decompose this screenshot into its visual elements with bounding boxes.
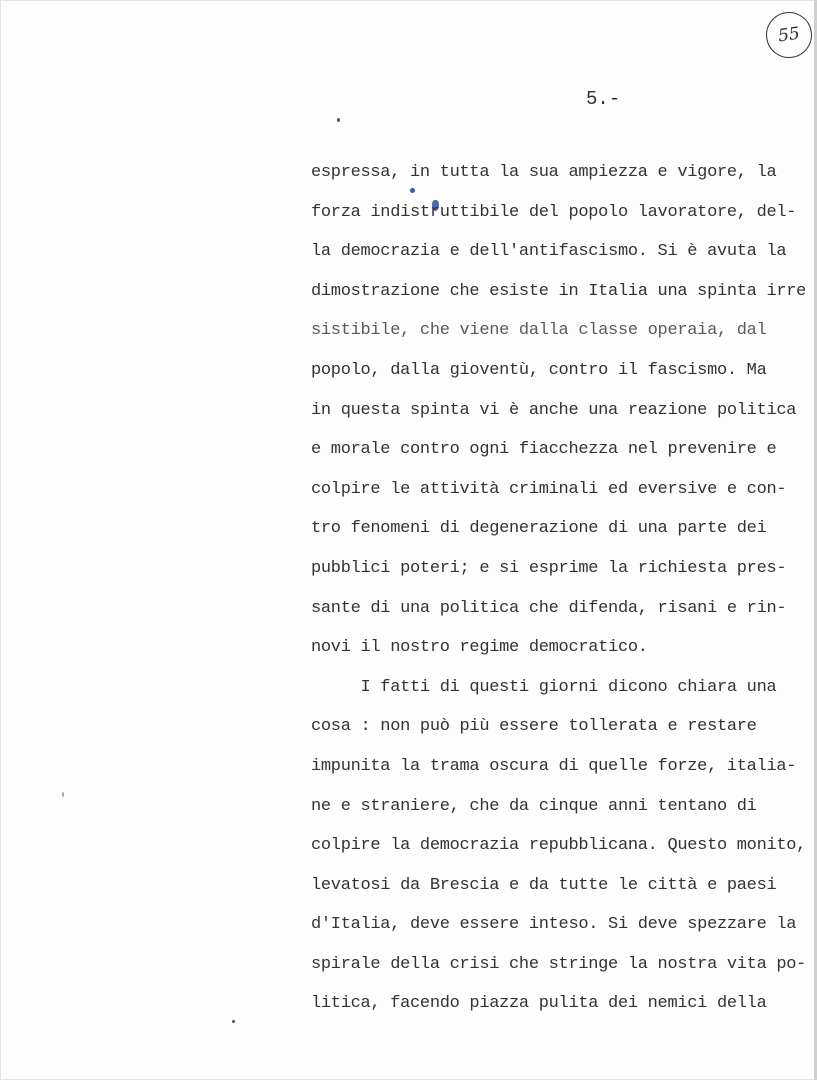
text-line: I fatti di questi giorni dicono chiara una — [311, 677, 777, 697]
archive-number: 55 — [776, 23, 802, 47]
text-line: impunita la trama oscura di quelle forze, italia- — [311, 756, 797, 776]
paper-speck — [232, 1020, 235, 1023]
text-line: la democrazia e dell'antifascismo. Si è avuta la — [311, 242, 787, 262]
text-line: colpire le attività criminali ed eversive e con- — [311, 479, 787, 499]
page-number: 5.- — [586, 88, 621, 110]
text-line: tro fenomeni di degenerazione di una parte dei — [311, 519, 767, 539]
text-line: pubblici poteri; e si esprime la richiesta pres- — [311, 558, 787, 578]
text-line: levatosi da Brescia e da tutte le città e paesi — [311, 875, 777, 895]
text-line: e morale contro ogni fiacchezza nel prevenire e — [311, 440, 777, 460]
text-line: forza indistruttibile del popolo lavoratore, del- — [311, 202, 797, 222]
paper-speck — [337, 118, 340, 122]
text-line: popolo, dalla gioventù, contro il fascismo. Ma — [311, 360, 767, 380]
archive-page-stamp — [763, 9, 815, 61]
text-line: spirale della crisi che stringe la nostra vita po- — [311, 954, 807, 974]
text-line: novi il nostro regime democratico. — [311, 638, 648, 658]
text-line: sante di una politica che difenda, risani e rin- — [311, 598, 787, 618]
text-line: dimostrazione che esiste in Italia una spinta irre — [311, 281, 807, 301]
paper-speck — [62, 792, 64, 797]
text-line: colpire la democrazia repubblicana. Questo monito, — [311, 836, 807, 856]
text-line: sistibile, che viene dalla classe operaia, dal — [311, 321, 767, 341]
text-line: ne e straniere, che da cinque anni tentano di — [311, 796, 757, 816]
text-line: litica, facendo piazza pulita dei nemici della — [311, 994, 767, 1014]
text-line: in questa spinta vi è anche una reazione politica — [311, 400, 797, 420]
text-line: cosa : non può più essere tollerata e restare — [311, 717, 757, 737]
text-line: espressa, in tutta la sua ampiezza e vigore, la — [311, 163, 777, 182]
typewritten-body — [311, 153, 816, 1024]
text-line: d'Italia, deve essere inteso. Si deve spezzare la — [311, 915, 797, 935]
